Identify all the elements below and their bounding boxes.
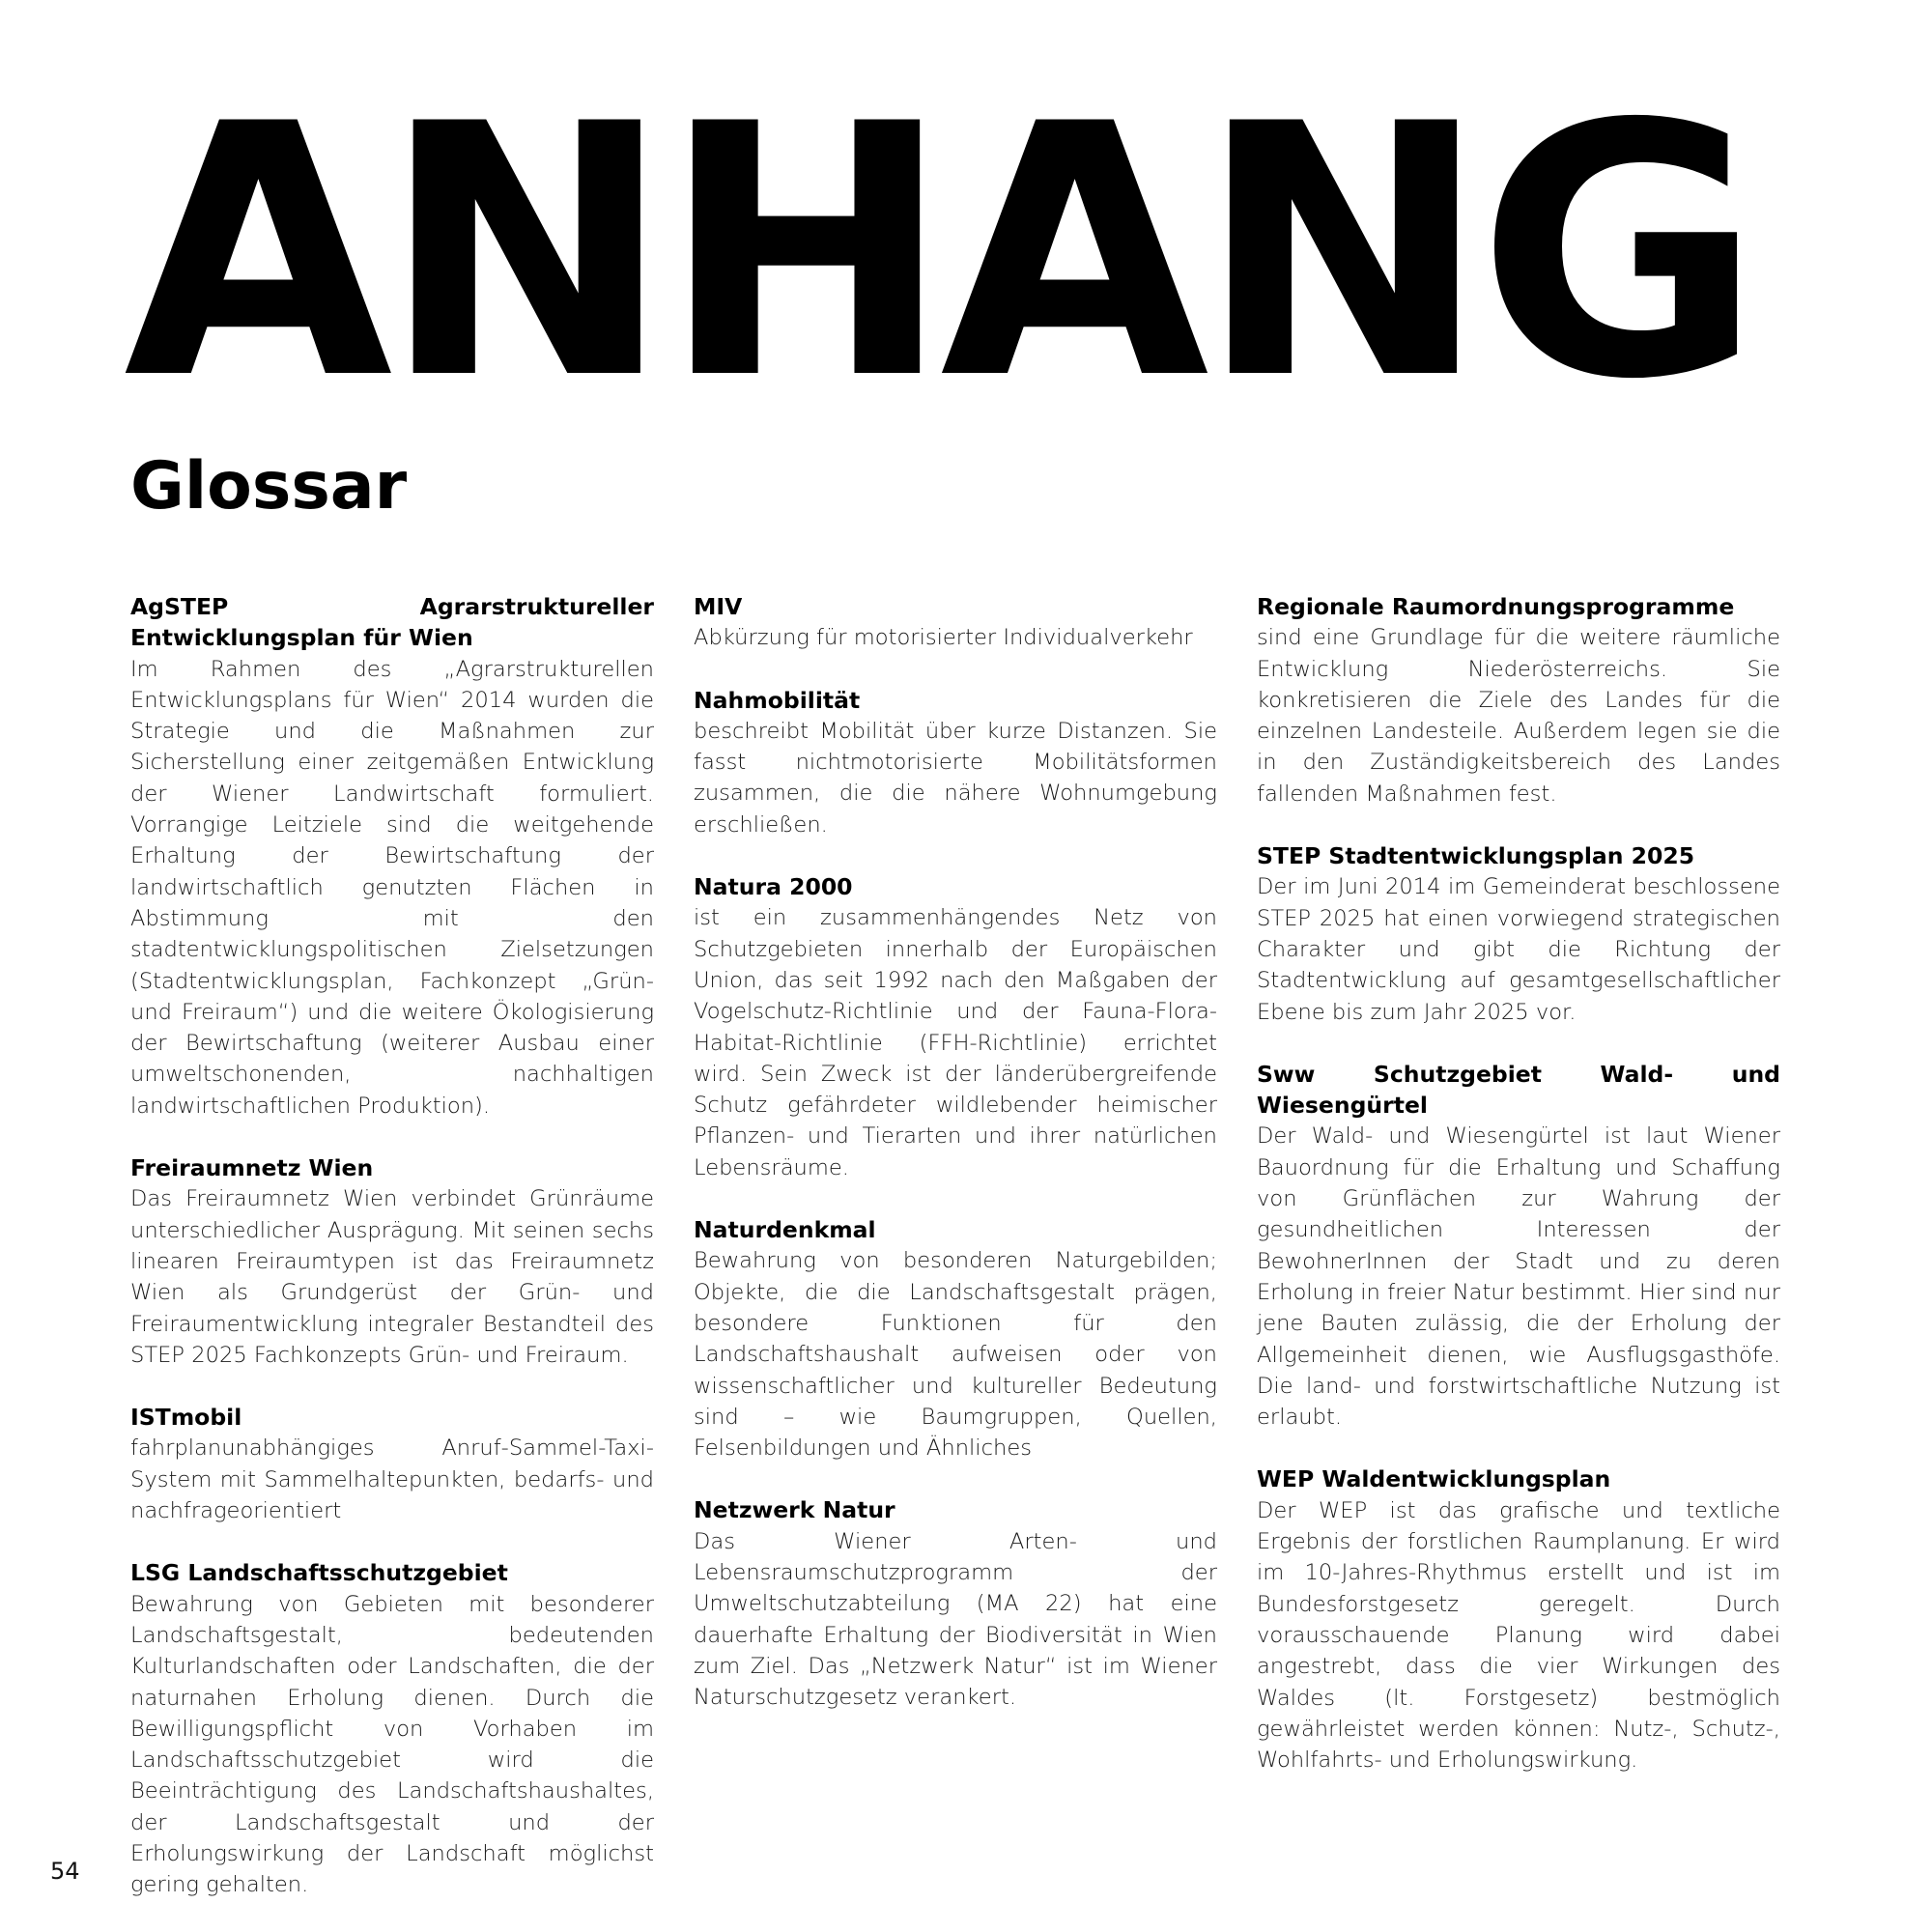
glossary-entry-netzwerk-natur [694,1494,1217,1713]
glossary-term: Sww Schutzgebiet Wald- und Wiesengürtel [1257,1060,1780,1120]
glossary-term: AgSTEP Agrarstruktureller Entwicklungsplan für Wien [130,593,654,652]
glossary-definition: Bewahrung von besonderen Naturgebilden; Objekte, die die Landschaftsgestalt prägen, besondere Funktionen für den Landschaftshaushalt aufweisen oder von wissenschaftlicher und kultureller Bedeutung sind – wie Baumgruppen, Quellen, Felsenbildungen und Ähnliches [694,1248,1217,1462]
glossary-term: Regionale Raumordnungsprogramme [1257,593,1735,620]
glossary-definition: beschreibt Mobilität über kurze Distanzen. Sie fasst nichtmotorisierte Mobilitätsformen zusammen, die die nähere Wohnumgebung erschließen. [694,718,1217,838]
glossary-entry-istmobil [130,1402,654,1526]
glossary-entry-freiraumnetz [130,1152,654,1371]
glossary-column-1 [130,591,654,1932]
glossary-column-2 [694,591,1217,1745]
glossary-column-3 [1257,591,1780,1806]
glossary-definition: Im Rahmen des „Agrarstrukturellen Entwicklungsplans für Wien“ 2014 wurden die Strategie und die Maßnahmen zur Sicherstellung einer zeitgemäßen Entwicklung der Wiener Landwirtschaft formuliert. Vorrangige Leitziele sind die weitgehende Erhaltung der Bewirtschaftung der landwirtschaftlich genutzten Flächen in Abstimmung mit den stadtentwicklungspolitischen Zielsetzungen (Stadtentwicklungsplan, Fachkonzept „Grün- und Freiraum“) und die weitere Ökologisierung der Bewirtschaftung (weiterer Ausbau einer umweltschonenden, nachhaltigen landwirtschaftlichen Produktion). [130,656,654,1119]
glossary-term: Natura 2000 [694,873,853,901]
glossary-term: STEP Stadtentwicklungsplan 2025 [1257,842,1695,870]
glossary-entry-raumordnungsprogramme [1257,591,1780,810]
glossary-entry-naturdenkmal [694,1214,1217,1463]
glossary-definition: Bewahrung von Gebieten mit besonderer Landschaftsgestalt, bedeutenden Kulturlandschaften oder Landschaften, die der naturnahen Erholung dienen. Durch die Bewilligungspflicht von Vorhaben im Landschaftsschutzgebiet wird die Beeinträchtigung des Landschaftshaushaltes, der Landschaftsgestalt und der Erholungswirkung der Landschaft möglichst gering gehalten. [130,1591,654,1898]
glossary-entry-sww [1257,1059,1780,1434]
glossary-entry-wep [1257,1463,1780,1776]
glossary-entry-natura-2000 [694,871,1217,1183]
glossary-term: MIV [694,593,743,620]
glossary-definition: Abkürzung für motorisierter Individualverkehr [694,625,1193,651]
glossary-definition: sind eine Grundlage für die weitere räumliche Entwicklung Niederösterreichs. Sie konkretisieren die Ziele des Landes für die einzelnen Landesteile. Außerdem legen sie die in den Zuständigkeitsbereich des Landes fallenden Maßnahmen fest. [1257,625,1780,807]
glossary-definition: fahrplanunabhängiges Anruf-Sammel-Taxi-System mit Sammelhaltepunkten, bedarfs- und nachfrageorientiert [130,1435,654,1524]
glossary-term: Naturdenkmal [694,1216,876,1244]
glossary-term: Freiraumnetz Wien [130,1154,374,1182]
glossary-definition: Der im Juni 2014 im Gemeinderat beschlossene STEP 2025 hat einen vorwiegend strategischen Charakter und gibt die Richtung der Stadtentwicklung auf gesamtgesellschaftlicher Ebene bis zum Jahr 2025 vor. [1257,874,1780,1025]
glossary-definition: Das Wiener Arten- und Lebensraumschutzprogramm der Umweltschutzabteilung (MA 22) hat eine dauerhafte Erhaltung der Biodiversität in Wien zum Ziel. Das „Netzwerk Natur“ ist im Wiener Naturschutzgesetz verankert. [694,1528,1217,1711]
glossary-term: Nahmobilität [694,686,861,714]
glossary-term: WEP Waldentwicklungsplan [1257,1465,1611,1493]
glossary-definition: Der Wald- und Wiesengürtel ist laut Wiener Bauordnung für die Erhaltung und Schaffung von Grünflächen zur Wahrung der gesundheitlichen Interessen der BewohnerInnen der Stadt und zu deren Erholung in freier Natur bestimmt. Hier sind nur jene Bauten zulässig, die der Erholung der Allgemeinheit dienen, wie Ausflugsgasthöfe. Die land- und forstwirtschaftliche Nutzung ist erlaubt. [1257,1123,1780,1431]
glossary-entry-miv [694,591,1217,654]
glossary-definition: Der WEP ist das grafische und textliche Ergebnis der forstlichen Raumplanung. Er wird im 10-Jahres-Rhythmus erstellt und ist im Bundesforstgesetz geregelt. Durch vorausschauende Planung wird dabei angestrebt, dass die vier Wirkungen des Waldes (lt. Forstgesetz) bestmöglich gewährleistet werden können: Nutz-, Schutz-, Wohlfahrts- und Erholungswirkung. [1257,1497,1780,1774]
glossary-term: LSG Landschaftsschutzgebiet [130,1559,508,1587]
glossary-entry-nahmobilitaet [694,685,1217,840]
page-number: 54 [50,1858,80,1885]
glossary-entry-step [1257,840,1780,1028]
glossary-term: Netzwerk Natur [694,1496,895,1524]
glossary-entry-agstep [130,591,654,1122]
glossary-entry-lsg [130,1557,654,1900]
glossary-term: ISTmobil [130,1404,242,1432]
glossary-definition: ist ein zusammenhängendes Netz von Schutzgebieten innerhalb der Europäischen Union, das seit 1992 nach den Maßgaben der Vogelschutz-Richtlinie und der Fauna-Flora-Habitat-Richtlinie (FFH-Richtlinie) errichtet wird. Sein Zweck ist der länderübergreifende Schutz gefährdeter wildlebender heimischer Pflanzen- und Tierarten und ihrer natürlichen Lebensräume. [694,905,1217,1180]
page-heading: ANHANG [124,50,1751,455]
section-title: Glossar [130,448,408,525]
glossary-definition: Das Freiraumnetz Wien verbindet Grünräume unterschiedlicher Ausprägung. Mit seinen sechs linearen Freiraumtypen ist das Freiraumnetz Wien als Grundgerüst der Grün- und Freiraumentwicklung integraler Bestandteil des STEP 2025 Fachkonzepts Grün- und Freiraum. [130,1186,654,1368]
